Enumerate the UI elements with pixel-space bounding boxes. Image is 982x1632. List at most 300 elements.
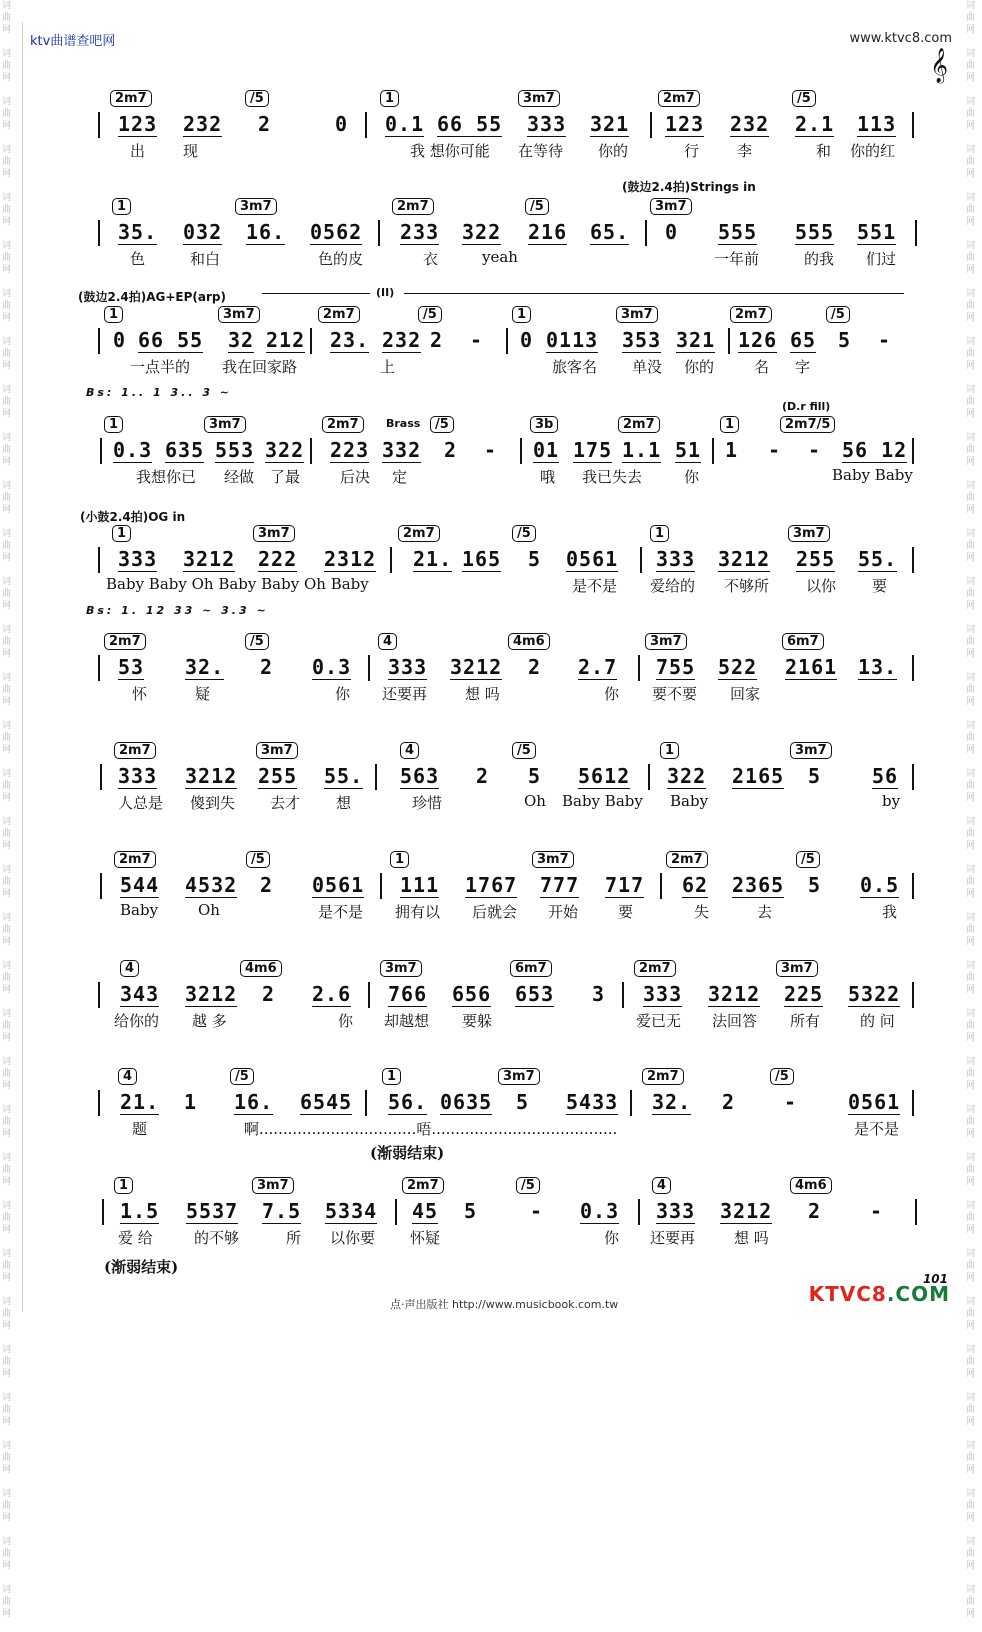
underline-beam bbox=[515, 1006, 554, 1007]
note-group: 2.7 bbox=[578, 655, 618, 679]
lyric: 的不够 bbox=[194, 1229, 240, 1247]
note-group: 13. bbox=[858, 655, 898, 679]
header-site-url[interactable]: www.ktvc8.com bbox=[849, 31, 952, 46]
chord-symbol: 1 bbox=[112, 198, 131, 215]
lyric: 你 bbox=[335, 685, 351, 703]
lyric: 珍惜 bbox=[412, 794, 443, 812]
note-group: 2 bbox=[260, 873, 274, 897]
note-group: 0 bbox=[113, 328, 127, 352]
lyric: 后决 bbox=[340, 468, 371, 486]
underline-beam bbox=[796, 571, 835, 572]
note-group: 113 bbox=[857, 112, 897, 136]
note-group: 1767 bbox=[465, 873, 518, 897]
note-group: 5334 bbox=[325, 1199, 378, 1223]
bar-line bbox=[912, 982, 914, 1008]
underline-beam bbox=[400, 788, 439, 789]
lyric: 开始 bbox=[548, 903, 579, 921]
note-group: 1 bbox=[725, 438, 739, 462]
chord-symbol: 6m7 bbox=[510, 960, 552, 977]
chord-symbol: 3m7 bbox=[518, 90, 560, 107]
bar-line bbox=[100, 873, 102, 899]
underline-beam bbox=[183, 244, 222, 245]
left-watermark: 词 曲 网 词 曲 网 词 曲 网 词 曲 网 词 曲 网 词 曲 网 词 曲 网 词 曲 网 词 曲 网 词 曲 网 词 曲 网 词 曲 网 词 曲 网 词 曲 网 词 曲 网 词 曲 网 词 曲 网 词 曲 网 词 曲 网 词 曲 网 词 曲 网 词 曲 网 词 曲 网 词 曲 网 词 曲 网 词 曲 网 词 曲 网 词 曲 网 词 曲 网 词 曲 网 词 曲 网 词 曲 网 词 曲 网 词 曲 网 bbox=[2, 1, 12, 1619]
underline-beam bbox=[860, 897, 899, 898]
underline-beam bbox=[682, 897, 708, 898]
bar-line bbox=[640, 547, 642, 573]
note-group: - bbox=[870, 1199, 884, 1223]
underline-beam bbox=[185, 679, 224, 680]
bar-line bbox=[98, 328, 100, 354]
underline-beam bbox=[795, 136, 834, 137]
note-group: 755 bbox=[656, 655, 696, 679]
bar-line bbox=[395, 1199, 397, 1225]
bar-line bbox=[375, 764, 377, 790]
lyric: 们过 bbox=[866, 250, 897, 268]
bar-line bbox=[912, 547, 914, 573]
note-group: 32. bbox=[652, 1090, 692, 1114]
note-group: 4532 bbox=[185, 873, 238, 897]
note-group: 3212 bbox=[720, 1199, 773, 1223]
bass-line: Bs: 1. 12 33 ~ 3.3 ~ bbox=[86, 604, 269, 617]
underline-beam bbox=[858, 679, 897, 680]
bar-line bbox=[98, 1090, 100, 1116]
note-group: 5 bbox=[808, 764, 822, 788]
bar-line bbox=[648, 764, 650, 790]
underline-beam bbox=[258, 788, 297, 789]
lyric: Baby bbox=[670, 792, 709, 810]
lyric: 啊.................................唔....................................... bbox=[244, 1120, 618, 1138]
lyric: 你 bbox=[684, 468, 700, 486]
underline-beam bbox=[215, 462, 254, 463]
bass-line: Bs: 1.. 1 3.. 3 ~ bbox=[86, 386, 233, 399]
underline-beam bbox=[848, 1006, 900, 1007]
chord-symbol: 2m7 bbox=[618, 416, 660, 433]
bar-line bbox=[368, 655, 370, 681]
underline-beam bbox=[324, 571, 376, 572]
lyric: 你的 bbox=[598, 142, 629, 160]
note-group: 223 bbox=[330, 438, 370, 462]
note-group: 332 bbox=[382, 438, 422, 462]
lyric: 要 bbox=[618, 903, 634, 921]
chord-symbol: /5 bbox=[418, 306, 442, 323]
underline-beam bbox=[118, 679, 144, 680]
bar-line bbox=[520, 438, 522, 464]
note-group: 56 12 bbox=[842, 438, 908, 462]
bar-line bbox=[638, 1199, 640, 1225]
underline-beam bbox=[234, 1114, 273, 1115]
underline-beam bbox=[120, 1223, 159, 1224]
bar-line bbox=[310, 438, 312, 464]
underline-beam bbox=[118, 244, 157, 245]
underline-beam bbox=[450, 679, 502, 680]
logo-main: KTVC8 bbox=[808, 1282, 887, 1306]
chord-symbol: 3b bbox=[530, 416, 558, 433]
note-group: 165 bbox=[462, 547, 502, 571]
chord-symbol: 2m7 bbox=[114, 742, 156, 759]
chord-symbol: 1 bbox=[650, 525, 669, 542]
note-group: 55. bbox=[858, 547, 898, 571]
lyric: 是不是 bbox=[854, 1120, 900, 1138]
chord-symbol: /5 bbox=[525, 198, 549, 215]
underline-beam bbox=[385, 136, 424, 137]
note-group: 717 bbox=[605, 873, 645, 897]
chord-symbol: 3m7 bbox=[650, 198, 692, 215]
lyric: 还要再 bbox=[650, 1229, 696, 1247]
note-group: 32 bbox=[228, 328, 255, 352]
underline-beam bbox=[412, 1223, 438, 1224]
lyric: 我 bbox=[882, 903, 898, 921]
note-group: 322 bbox=[265, 438, 305, 462]
note-group: 56. bbox=[388, 1090, 428, 1114]
note-group: 216 bbox=[528, 220, 568, 244]
logo-domain: .COM bbox=[886, 1282, 950, 1306]
lyric: 和 bbox=[816, 142, 832, 160]
chord-symbol: 3m7 bbox=[790, 742, 832, 759]
underline-beam bbox=[580, 1223, 619, 1224]
underline-beam bbox=[652, 1114, 691, 1115]
chord-symbol: 3m7 bbox=[204, 416, 246, 433]
lyric: 要不要 bbox=[652, 685, 698, 703]
note-group: 563 bbox=[400, 764, 440, 788]
note-group: 35. bbox=[118, 220, 158, 244]
chord-symbol: 2m7 bbox=[666, 851, 708, 868]
lyric: by bbox=[882, 792, 901, 810]
note-group: 0.3 bbox=[580, 1199, 620, 1223]
note-group: 5 bbox=[528, 764, 542, 788]
chord-symbol: 2m7 bbox=[398, 525, 440, 542]
bar-line bbox=[506, 328, 508, 354]
note-group: 2 bbox=[476, 764, 490, 788]
bar-line bbox=[915, 220, 917, 246]
underline-beam bbox=[590, 244, 629, 245]
underline-beam bbox=[462, 571, 501, 572]
bar-line bbox=[638, 655, 640, 681]
lyric: 回家 bbox=[730, 685, 761, 703]
underline-beam bbox=[533, 462, 559, 463]
note-group: 23. bbox=[330, 328, 370, 352]
chord-symbol: 2m7 bbox=[114, 851, 156, 868]
note-group: 322 bbox=[667, 764, 707, 788]
lyric: 想 吗 bbox=[465, 685, 500, 703]
underline-beam bbox=[462, 244, 501, 245]
note-group: 2 bbox=[262, 982, 276, 1006]
underline-beam bbox=[857, 244, 896, 245]
chord-symbol: 1 bbox=[114, 1177, 133, 1194]
lyric: 所有 bbox=[790, 1012, 821, 1030]
underline-beam bbox=[795, 244, 834, 245]
bar-line bbox=[365, 1090, 367, 1116]
chord-symbol: 1 bbox=[382, 1068, 401, 1085]
chord-symbol: 3m7 bbox=[253, 525, 295, 542]
note-group: 66 55 bbox=[437, 112, 503, 136]
note-group: 2 bbox=[260, 655, 274, 679]
note-group: 353 bbox=[622, 328, 662, 352]
lyric: 旅客名 bbox=[552, 358, 598, 376]
underline-beam bbox=[118, 788, 157, 789]
chord-symbol: 1 bbox=[390, 851, 409, 868]
note-group: 333 bbox=[656, 1199, 696, 1223]
chord-symbol: 1 bbox=[512, 306, 531, 323]
note-group: 777 bbox=[540, 873, 580, 897]
underline-beam bbox=[540, 897, 579, 898]
note-group: 56 bbox=[872, 764, 899, 788]
note-group: 343 bbox=[120, 982, 160, 1006]
chord-symbol: 2m7 bbox=[730, 306, 772, 323]
note-group: 1.5 bbox=[120, 1199, 160, 1223]
chord-symbol: 6m7 bbox=[782, 633, 824, 650]
underline-beam bbox=[566, 1114, 618, 1115]
chord-symbol: 4 bbox=[652, 1177, 671, 1194]
note-group: - bbox=[784, 1090, 798, 1114]
underline-beam bbox=[325, 1223, 377, 1224]
bar-line bbox=[390, 547, 392, 573]
lyric: 却越想 bbox=[384, 1012, 430, 1030]
lyric: 衣 bbox=[423, 250, 439, 268]
underline-beam bbox=[312, 897, 364, 898]
note-group: 2 bbox=[528, 655, 542, 679]
chord-symbol: /5 bbox=[770, 1068, 794, 1085]
note-group: 16. bbox=[234, 1090, 274, 1114]
lyric: 现 bbox=[183, 142, 199, 160]
chord-symbol: /5 bbox=[430, 416, 454, 433]
underline-beam bbox=[118, 571, 157, 572]
lyric: 不够所 bbox=[724, 577, 770, 595]
chord-symbol: 4 bbox=[400, 742, 419, 759]
ending-note: (渐弱结束) bbox=[104, 1258, 179, 1276]
lyric: 傻到失 bbox=[190, 794, 236, 812]
note-group: 5322 bbox=[848, 982, 901, 1006]
note-group: 32. bbox=[185, 655, 225, 679]
note-group: 21. bbox=[413, 547, 453, 571]
underline-beam bbox=[578, 679, 617, 680]
underline-beam bbox=[310, 244, 362, 245]
underline-beam bbox=[185, 897, 237, 898]
underline-beam bbox=[676, 352, 715, 353]
bar-line bbox=[712, 438, 714, 464]
lyric: 行 bbox=[684, 142, 700, 160]
underline-beam bbox=[465, 897, 517, 898]
note-group: 123 bbox=[665, 112, 705, 136]
note-group: 0.5 bbox=[860, 873, 900, 897]
note-group: 0561 bbox=[848, 1090, 901, 1114]
lyric: 字 bbox=[795, 358, 811, 376]
note-group: 65. bbox=[590, 220, 630, 244]
lyric: 是不是 bbox=[318, 903, 364, 921]
lyric: 你 bbox=[338, 1012, 354, 1030]
underline-beam bbox=[265, 462, 304, 463]
underline-beam bbox=[720, 1223, 772, 1224]
chord-symbol: 4m6 bbox=[240, 960, 282, 977]
note-group: 2 bbox=[430, 328, 444, 352]
underline-beam bbox=[675, 462, 701, 463]
underline-beam bbox=[413, 571, 452, 572]
note-group: 0 bbox=[520, 328, 534, 352]
chord-symbol: 2m7 bbox=[642, 1068, 684, 1085]
note-group: - bbox=[484, 438, 498, 462]
lyric: 以你要 bbox=[330, 1229, 376, 1247]
note-group: 1 bbox=[184, 1090, 198, 1114]
lyric: 哦 bbox=[540, 468, 556, 486]
underline-beam bbox=[437, 136, 502, 137]
note-group: 45 bbox=[412, 1199, 439, 1223]
note-group: 322 bbox=[462, 220, 502, 244]
underline-beam bbox=[300, 1114, 352, 1115]
lyric: 的 问 bbox=[860, 1012, 895, 1030]
chord-symbol: 2m7/5 bbox=[780, 416, 835, 433]
note-group: 2 bbox=[722, 1090, 736, 1114]
lyric: Oh bbox=[198, 901, 220, 919]
chord-symbol: /5 bbox=[512, 525, 536, 542]
note-group: 0 bbox=[335, 112, 349, 136]
lyric: 了最 bbox=[270, 468, 301, 486]
lyric: Baby bbox=[120, 901, 159, 919]
note-group: - bbox=[470, 328, 484, 352]
underline-beam bbox=[858, 571, 897, 572]
treble-clef-icon: 𝄞 bbox=[930, 48, 948, 83]
header-site-name[interactable]: ktv曲谱查吧网 bbox=[30, 34, 116, 49]
note-group: 0561 bbox=[566, 547, 619, 571]
bar-line bbox=[102, 1199, 104, 1225]
lyric: 以你 bbox=[806, 577, 837, 595]
note-group: 2365 bbox=[732, 873, 785, 897]
underline-beam bbox=[118, 136, 157, 137]
note-group: 3212 bbox=[183, 547, 236, 571]
underline-beam bbox=[246, 244, 285, 245]
underline-beam bbox=[718, 244, 757, 245]
underline-beam bbox=[656, 679, 695, 680]
bar-line bbox=[645, 220, 647, 246]
note-group: - bbox=[530, 1199, 544, 1223]
note-group: 2 bbox=[808, 1199, 822, 1223]
note-group: 333 bbox=[527, 112, 567, 136]
chord-symbol: 3m7 bbox=[532, 851, 574, 868]
note-group: 5537 bbox=[186, 1199, 239, 1223]
chord-symbol: /5 bbox=[796, 851, 820, 868]
underline-beam bbox=[113, 462, 152, 463]
lyric: 我已失去 bbox=[582, 468, 643, 486]
underline-beam bbox=[732, 897, 784, 898]
bar-line bbox=[100, 438, 102, 464]
bar-line bbox=[912, 438, 914, 464]
chord-symbol: 2m7 bbox=[318, 306, 360, 323]
underline-beam bbox=[186, 1223, 238, 1224]
lyric: 想 bbox=[336, 794, 352, 812]
note-group: 2165 bbox=[732, 764, 785, 788]
note-group: 656 bbox=[452, 982, 492, 1006]
chord-symbol: /5 bbox=[826, 306, 850, 323]
underline-beam bbox=[842, 462, 907, 463]
bar-line bbox=[98, 112, 100, 138]
note-group: 333 bbox=[118, 764, 158, 788]
note-group: 333 bbox=[118, 547, 158, 571]
note-group: - bbox=[808, 438, 822, 462]
underline-beam bbox=[165, 462, 204, 463]
lyric: 要躲 bbox=[462, 1012, 493, 1030]
lyric: 你的 bbox=[684, 358, 715, 376]
note-group: 3212 bbox=[185, 764, 238, 788]
underline-beam bbox=[546, 352, 598, 353]
bar-line bbox=[365, 112, 367, 138]
lyric: 还要再 bbox=[382, 685, 428, 703]
chord-symbol: 1 bbox=[720, 416, 739, 433]
underline-beam bbox=[738, 352, 777, 353]
note-group: 0561 bbox=[312, 873, 365, 897]
lyric: 怀 bbox=[132, 685, 148, 703]
underline-beam bbox=[452, 1006, 491, 1007]
underline-beam bbox=[388, 679, 427, 680]
lyric: 一年前 bbox=[714, 250, 760, 268]
bar-line bbox=[98, 547, 100, 573]
note-group: 635 bbox=[165, 438, 205, 462]
underline-beam bbox=[330, 352, 369, 353]
lyric: 怀疑 bbox=[410, 1229, 441, 1247]
chord-symbol: 3m7 bbox=[498, 1068, 540, 1085]
bar-line bbox=[378, 220, 380, 246]
note-group: 0 bbox=[665, 220, 679, 244]
row-instruction: (鼓边2.4拍)AG+EP(arp) bbox=[78, 290, 226, 304]
lyric: 你 bbox=[604, 1229, 620, 1247]
note-group: 21. bbox=[120, 1090, 160, 1114]
note-group: 544 bbox=[120, 873, 160, 897]
lyric: Oh bbox=[524, 792, 546, 810]
chord-symbol: 2m7 bbox=[658, 90, 700, 107]
note-group: 2.6 bbox=[312, 982, 352, 1006]
note-group: 225 bbox=[784, 982, 824, 1006]
lyric: 法回答 bbox=[712, 1012, 758, 1030]
underline-beam bbox=[732, 788, 784, 789]
lyric: 我在回家路 bbox=[222, 358, 298, 376]
note-group: 2 bbox=[444, 438, 458, 462]
chord-symbol: 3m7 bbox=[776, 960, 818, 977]
underline-beam bbox=[730, 136, 769, 137]
lyric: 疑 bbox=[195, 685, 211, 703]
underline-beam bbox=[848, 1114, 900, 1115]
lyric: 人总是 bbox=[118, 794, 164, 812]
chord-symbol: 3m7 bbox=[380, 960, 422, 977]
bar-line bbox=[98, 655, 100, 681]
lyric: 失 bbox=[694, 903, 710, 921]
lyric: Baby Baby bbox=[562, 792, 643, 810]
note-group: 5433 bbox=[566, 1090, 619, 1114]
note-group: 0.3 bbox=[312, 655, 352, 679]
note-group: 5 bbox=[516, 1090, 530, 1114]
underline-beam bbox=[590, 136, 629, 137]
chord-symbol: 2m7 bbox=[104, 633, 146, 650]
lyric: 在等待 bbox=[518, 142, 564, 160]
lyric: Baby Baby Oh Baby Baby Oh Baby bbox=[106, 575, 369, 593]
note-group: 555 bbox=[718, 220, 758, 244]
note-group: 222 bbox=[258, 547, 298, 571]
underline-beam bbox=[388, 1006, 427, 1007]
lyric: 去 bbox=[757, 903, 773, 921]
lyric: 爱 给 bbox=[118, 1229, 153, 1247]
lyric: 所 bbox=[286, 1229, 302, 1247]
chord-symbol: 2m7 bbox=[402, 1177, 444, 1194]
underline-beam bbox=[324, 788, 363, 789]
chord-symbol: 4 bbox=[378, 633, 397, 650]
lyric: 后就会 bbox=[472, 903, 518, 921]
underline-beam bbox=[665, 136, 704, 137]
lyric: 和白 bbox=[190, 250, 221, 268]
note-group: - bbox=[878, 328, 892, 352]
note-group: 321 bbox=[676, 328, 716, 352]
underline-beam bbox=[183, 136, 222, 137]
note-group: 6545 bbox=[300, 1090, 353, 1114]
underline-beam bbox=[573, 462, 612, 463]
note-group: 16. bbox=[246, 220, 286, 244]
underline-beam bbox=[785, 679, 837, 680]
chord-symbol: 1 bbox=[112, 525, 131, 542]
